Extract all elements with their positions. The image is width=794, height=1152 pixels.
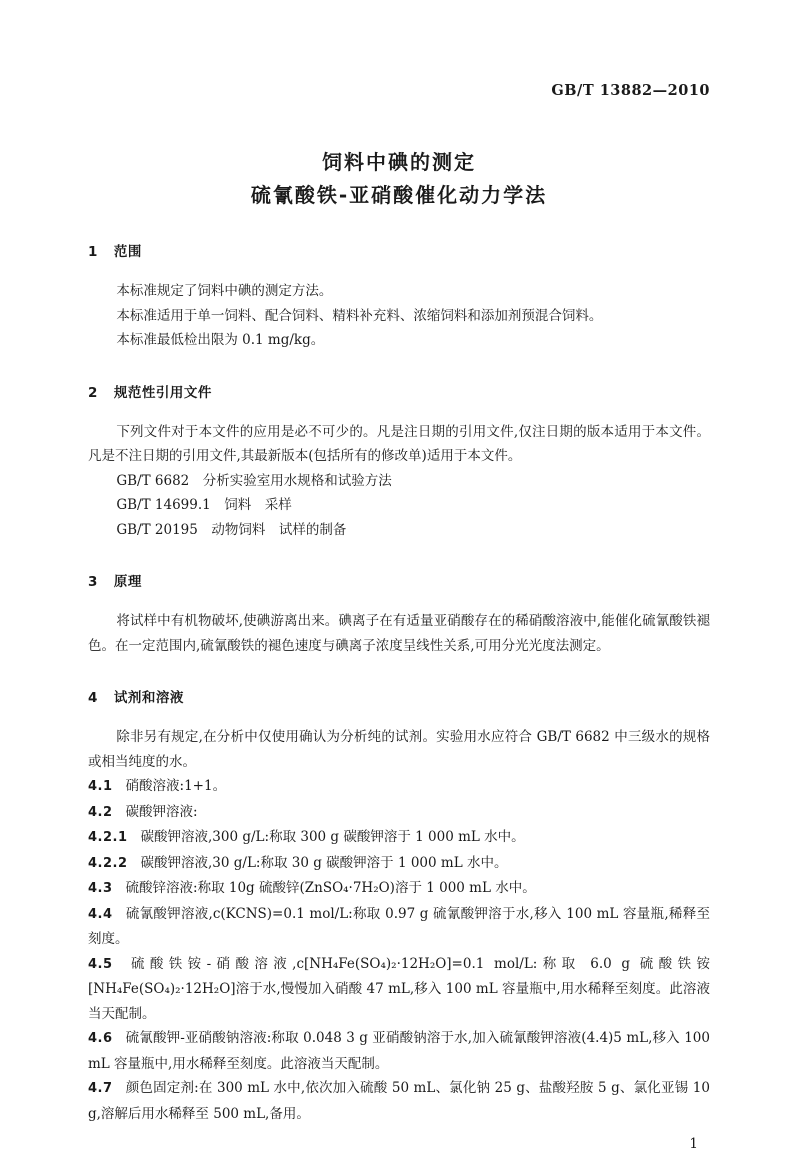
- section-number: 4: [88, 690, 98, 706]
- section-number: 2: [88, 384, 98, 401]
- reference-item: GB/T 20195 动物饲料 试样的制备: [116, 521, 347, 538]
- section-title: 规范性引用文件: [113, 384, 212, 401]
- standard-code: GB/T 13882—2010: [551, 82, 710, 99]
- clause-number: 4.4: [88, 906, 113, 922]
- clause-text: 硫酸铁铵-硝酸溶液,c[NH₄Fe(SO₄)₂·12H₂O]=0.1 mol/L:称取 6.0 g 硫酸铁铵[NH₄Fe(SO₄)₂·12H₂O]溶于水,慢慢加入硝酸 47 mL,移入 100 mL 容量瓶中,用水稀释至刻度。此溶液当天配制。: [88, 955, 710, 1022]
- page-number: 1: [689, 1136, 698, 1152]
- reference-item: GB/T 6682 分析实验室用水规格和试验方法: [116, 472, 392, 489]
- clause-number: 4.6: [88, 1031, 113, 1046]
- section-heading-principle: [88, 572, 710, 592]
- clause-text: 硫氰酸钾-亚硝酸钠溶液:称取 0.048 3 g 亚硝酸钠溶于水,加入硫氰酸钾溶液(4.4)5 mL,移入 100 mL 容量瓶中,用水稀释至刻度。此溶液当天配制。: [88, 1030, 710, 1072]
- section-number: 1: [88, 244, 98, 260]
- clause: [88, 952, 710, 1027]
- clause-text: 硫氰酸钾溶液,c(KCNS)=0.1 mol/L:称取 0.97 g 硫氰酸钾溶于水,移入 100 mL 容量瓶,稀释至刻度。: [88, 905, 710, 947]
- clause-number: 4.3: [88, 881, 113, 896]
- paragraph: 本标准规定了饲料中碘的测定方法。: [116, 283, 333, 299]
- clause-number: 4.2.1: [88, 830, 128, 845]
- clause-text: 颜色固定剂:在 300 mL 水中,依次加入硫酸 50 mL、氯化钠 25 g、盐酸羟胺 5 g、氯化亚锡 10 g,溶解后用水稀释至 500 mL,备用。: [88, 1080, 710, 1122]
- clause: [88, 825, 710, 851]
- clause-text: 硝酸溶液:1+1。: [125, 778, 227, 794]
- section-title: 原理: [113, 574, 142, 590]
- clause-number: 4.7: [88, 1081, 113, 1096]
- clause: [88, 800, 710, 826]
- clause: [88, 1026, 710, 1076]
- section-number: 3: [88, 574, 98, 590]
- clause-text: 硫酸锌溶液:称取 10g 硫酸锌(ZnSO₄·7H₂O)溶于 1 000 mL 水中。: [125, 880, 536, 896]
- clause-text: 碳酸钾溶液,300 g/L:称取 300 g 碳酸钾溶于 1 000 mL 水中。: [140, 829, 525, 845]
- clause-text: 碳酸钾溶液,30 g/L:称取 30 g 碳酸钾溶于 1 000 mL 水中。: [140, 854, 508, 871]
- clause: [88, 851, 710, 877]
- clause-number: 4.2.2: [88, 855, 128, 871]
- clause: [88, 902, 710, 952]
- paragraph: 除非另有规定,在分析中仅使用确认为分析纯的试剂。实验用水应符合 GB/T 6682 中三级水的规格或相当纯度的水。: [88, 729, 710, 770]
- paragraph: 本标准最低检出限为 0.1 mg/kg。: [116, 332, 325, 348]
- paragraph: 将试样中有机物破坏,使碘游离出来。碘离子在有适量亚硝酸存在的稀硝酸溶液中,能催化硫氰酸铁褪色。在一定范围内,硫氰酸铁的褪色速度与碘离子浓度呈线性关系,可用分光光度法测定。: [88, 613, 710, 654]
- clause-number: 4.1: [88, 779, 113, 794]
- clause-number: 4.5: [88, 956, 113, 972]
- section-heading-reagents: [88, 688, 710, 708]
- paragraph: 本标准适用于单一饲料、配合饲料、精料补充料、浓缩饲料和添加剂预混合饲料。: [116, 307, 603, 324]
- section-heading-normative-references: [88, 383, 710, 403]
- clause: [88, 774, 710, 800]
- clause-text: 碳酸钾溶液:: [125, 803, 198, 820]
- document-title: [88, 146, 710, 212]
- doc-title-line2: 硫氰酸铁-亚硝酸催化动力学法: [250, 183, 548, 207]
- paragraph: 下列文件对于本文件的应用是必不可少的。凡是注日期的引用文件,仅注日期的版本适用于本文件。凡是不注日期的引用文件,其最新版本(包括所有的修改单)适用于本文件。: [88, 423, 710, 464]
- doc-title-line1: 饲料中碘的测定: [322, 150, 476, 174]
- reference-item: GB/T 14699.1 饲料 采样: [116, 497, 292, 513]
- clause: [88, 876, 710, 902]
- section-title: 试剂和溶液: [113, 690, 184, 706]
- section-title: 范围: [113, 244, 142, 260]
- clause: [88, 1076, 710, 1126]
- clause-number: 4.2: [88, 804, 113, 820]
- section-heading-scope: [88, 242, 710, 262]
